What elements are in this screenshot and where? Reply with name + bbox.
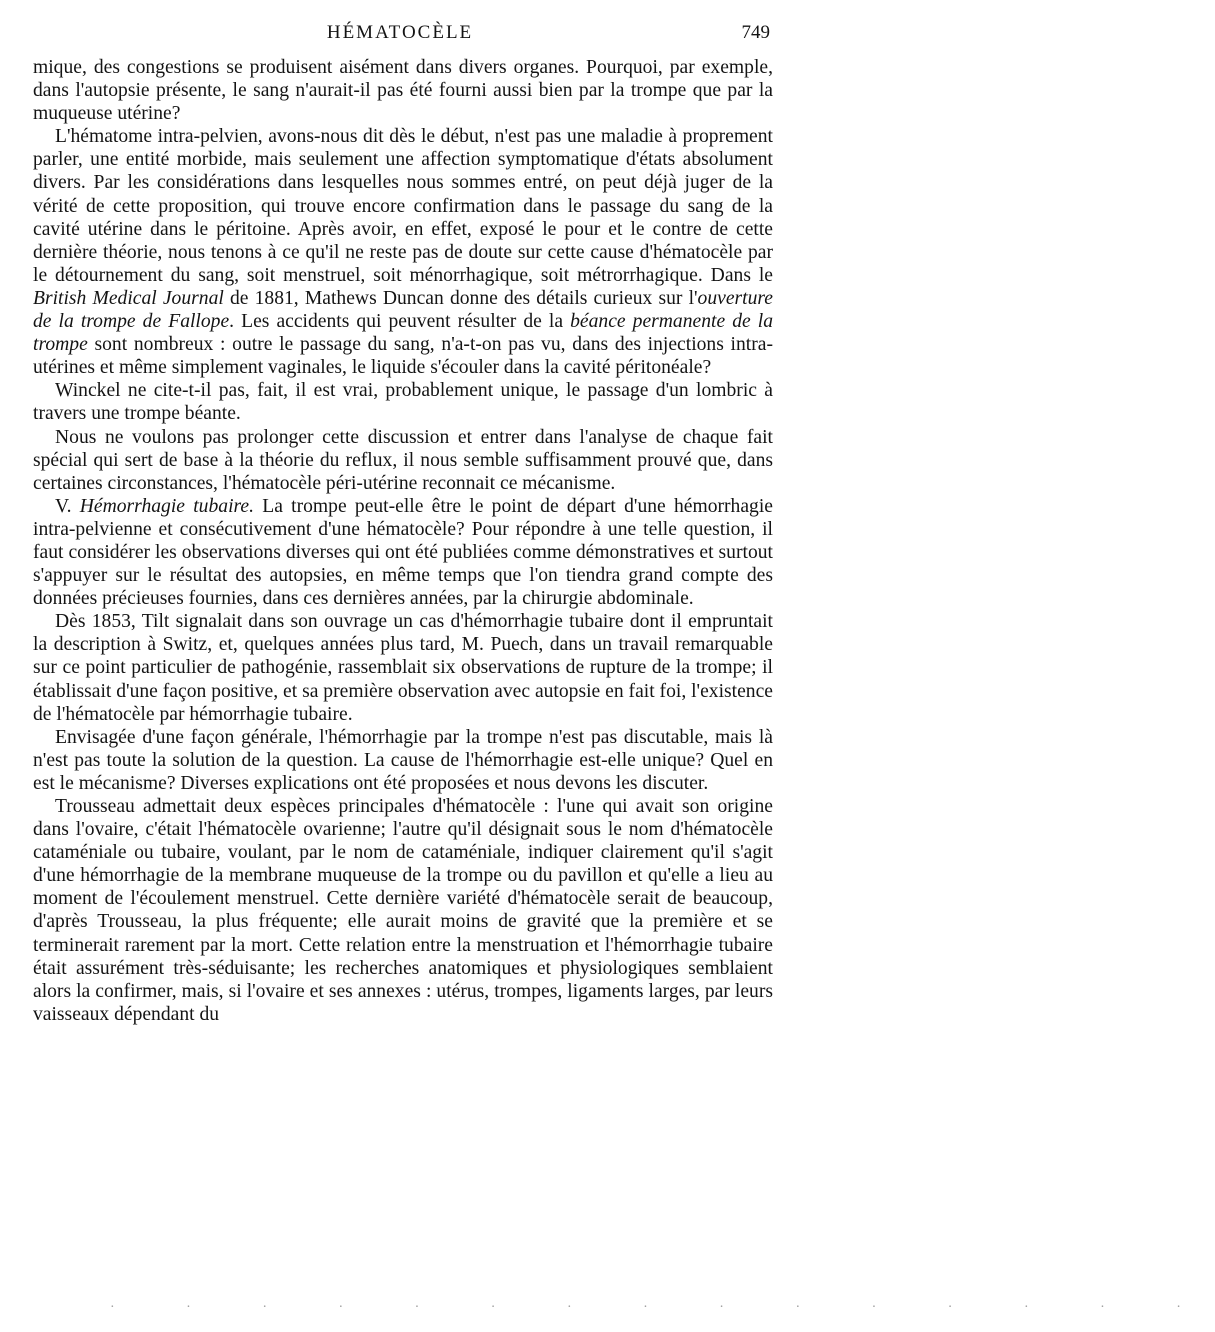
paragraph xyxy=(33,379,773,425)
paragraph xyxy=(33,795,773,1026)
text-run: L'hématome intra-pelvien, avons-nous dit dès le début, n'est pas une maladie à proprement parler, une entité morbide, mais seulement une affection symptomatique d'états absolument divers. Par les considérations dans lesquelles nous sommes entré, on peut déjà juger de la vérité de cette proposition, qui trouve encore confirmation dans le passage du sang de la cavité utérine dans le péritoine. Après avoir, en effet, exposé le pour et le contre de cette dernière théorie, nous tenons à ce qu'il ne reste pas de doute sur cette cause d'hématocèle par le détournement du sang, soit menstruel, soit ménorrhagique, soit métrorrhagique. Dans le xyxy=(33,126,773,286)
page-edge-specks: · · · · · · · · · · · · · · · xyxy=(110,1300,1215,1315)
text-run: sont nombreux : outre le passage du sang, n'a-t-on pas vu, dans des injections intra-utérines et même simplement vaginales, le liquide s'écouler dans la cavité péritonéale? xyxy=(33,334,773,379)
paragraph xyxy=(33,495,773,610)
italic-text: Hémorrhagie tubaire. xyxy=(79,495,254,517)
paragraph xyxy=(33,125,773,379)
body-text xyxy=(33,56,773,1026)
text-run: Envisagée d'une façon générale, l'hémorrhagie par la trompe n'est pas discutable, mais là n'est pas toute la solution de la question. La cause de l'hémorrhagie est-elle unique? Quel en est le mécanisme? Diverses explications ont été proposées et nous devons les discuter. xyxy=(33,726,773,794)
running-title: HÉMATOCÈLE xyxy=(326,22,474,43)
text-run: . Les accidents qui peuvent résulter de la xyxy=(229,311,571,333)
italic-text: béance permanente de la trompe xyxy=(33,311,773,356)
text-run: V. xyxy=(55,495,80,517)
text-run: de 1881, Mathews Duncan donne des détails curieux sur l' xyxy=(223,287,698,309)
paragraph xyxy=(33,426,773,495)
text-run: Dès 1853, Tilt signalait dans son ouvrage un cas d'hémorrhagie tubaire dont il empruntait la description à Switz, et, quelques années plus tard, M. Puech, dans un travail remarquable sur ce point particulier de pathogénie, rassemblait six observations de rupture de la trompe; il établissait d'une façon positive, et sa première observation avec autopsie en fait foi, l'existence de l'hématocèle par hémorrhagie tubaire. xyxy=(33,611,773,725)
text-run: La trompe peut-elle être le point de départ d'une hémorrhagie intra-pelvienne et consécutivement d'une hématocèle? Pour répondre à une telle question, il faut considérer les observations diverses qui ont été publiées comme démonstratives et surtout s'appuyer sur le résultat des autopsies, en même temps que l'on tiendra grand compte des données précieuses fournies, dans ces dernières années, par la chirurgie abdominale. xyxy=(33,495,773,610)
text-run: mique, des congestions se produisent aisément dans divers organes. Pourquoi, par exemple, dans l'autopsie présente, le sang n'aurait-il pas été fourni aussi bien par la trompe que par la muqueuse utérine? xyxy=(33,57,773,125)
page-number: 749 xyxy=(741,22,770,43)
paragraph xyxy=(33,610,773,725)
text-run: Trousseau admettait deux espèces principales d'hématocèle : l'une qui avait son origine dans l'ovaire, c'était l'hématocèle ovarienne; l'autre qu'il désignait sous le nom d'hématocèle cataméniale ou tubaire, voulant, par le nom de cataméniale, indiquer clairement qu'il s'agit d'une hémorrhagie de la membrane muqueuse de la trompe ou du pavillon et qu'elle a lieu au moment de l'écoulement menstruel. Cette dernière variété d'hématocèle serait de beaucoup, d'après Trousseau, la plus fréquente; elle aurait moins de gravité que la première et se terminerait rarement par la mort. Cette relation entre la menstruation et l'hémorrhagie tubaire était assurément très-séduisante; les recherches anatomiques et physiologiques semblaient alors la confirmer, mais, si l'ovaire et ses annexes : utérus, trompes, ligaments larges, par leurs vaisseaux dépendant du xyxy=(33,796,773,1025)
text-run: Winckel ne cite-t-il pas, fait, il est vrai, probablement unique, le passage d'un lombric à travers une trompe béante. xyxy=(33,380,773,425)
paragraph xyxy=(33,56,773,125)
running-head xyxy=(30,22,770,52)
paragraph xyxy=(33,726,773,795)
text-run: Nous ne voulons pas prolonger cette discussion et entrer dans l'analyse de chaque fait spécial qui sert de base à la théorie du reflux, il nous semble suffisamment prouvé que, dans certaines circonstances, l'hématocèle péri-utérine reconnait ce mécanisme. xyxy=(33,426,773,494)
italic-text: British Medical Journal xyxy=(33,287,224,309)
italic-text: ouverture de la trompe de Fallope xyxy=(33,287,773,333)
